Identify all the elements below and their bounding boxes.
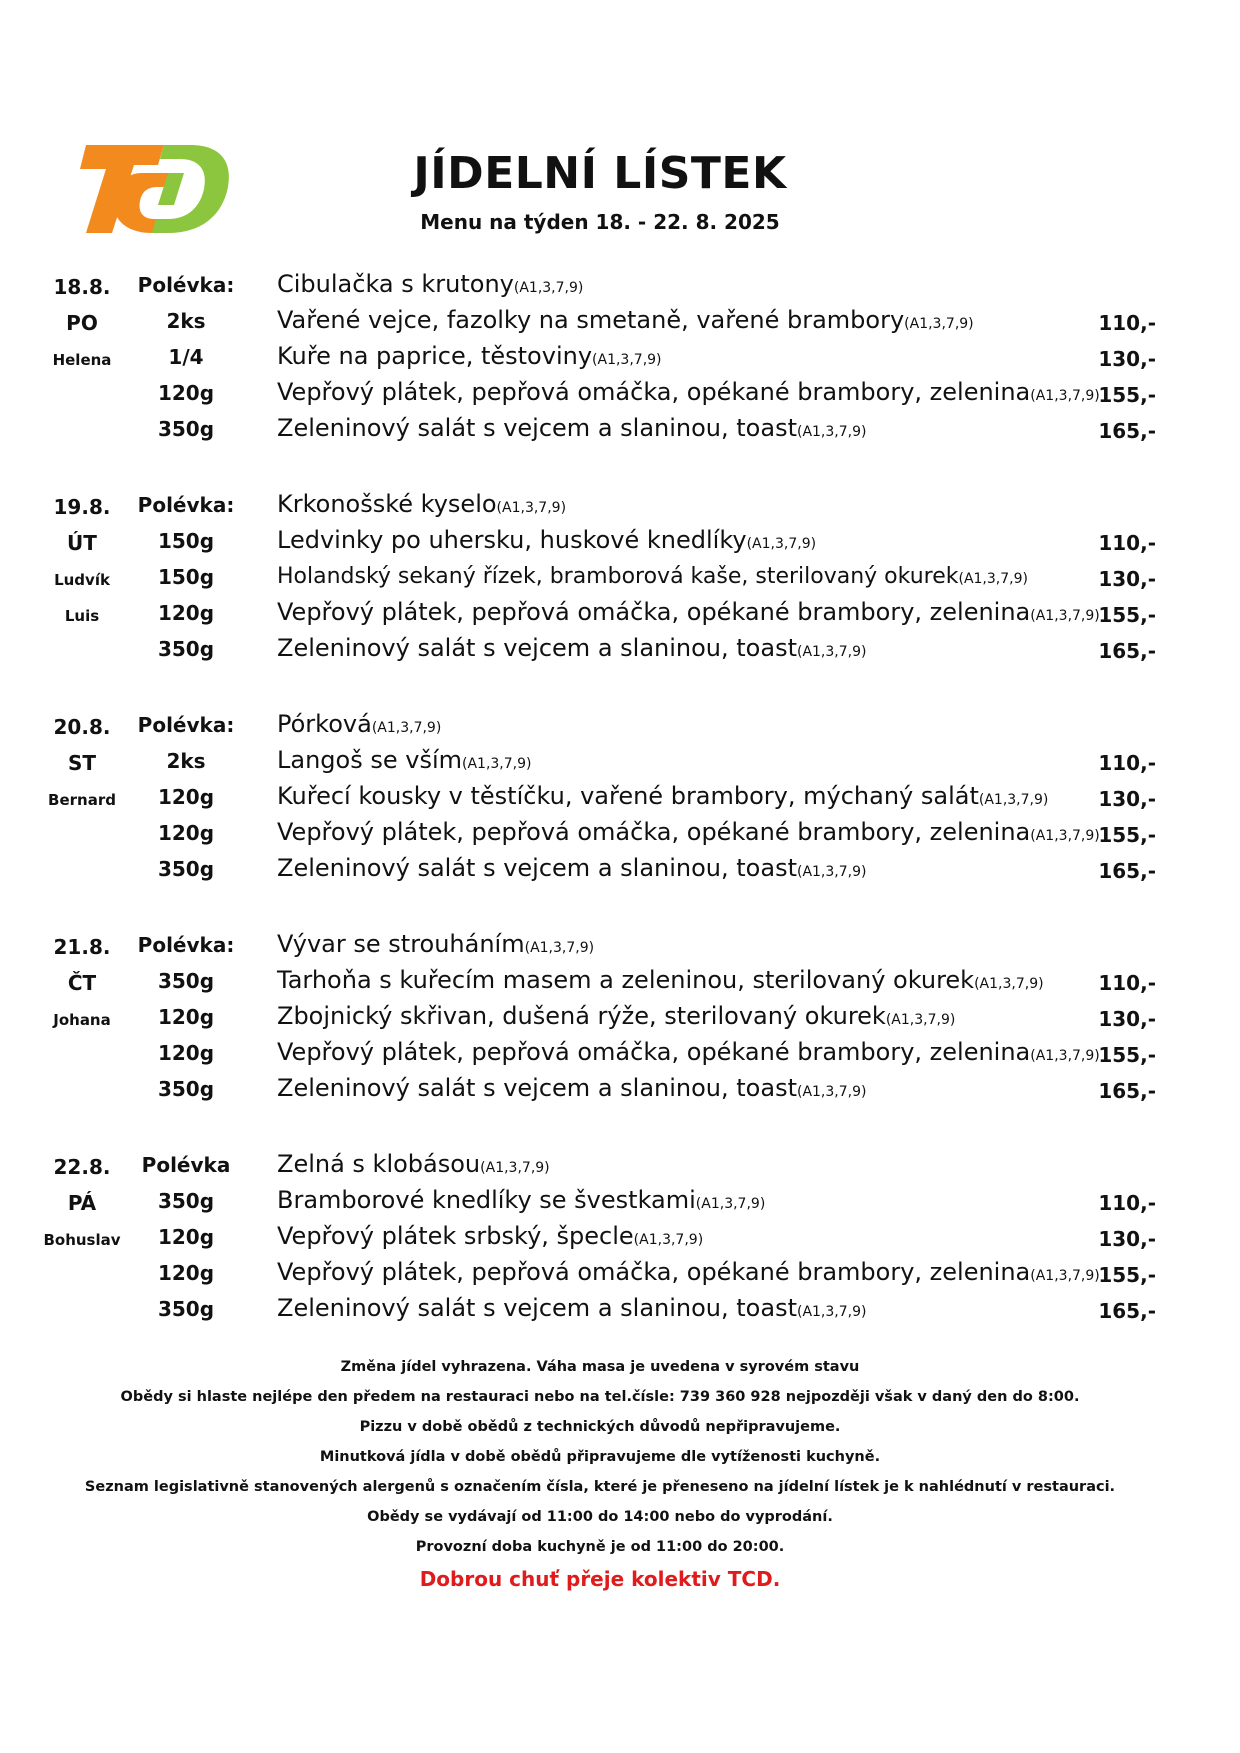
meal-price: 155,- xyxy=(1098,603,1156,627)
meal-name: Vepřový plátek, pepřová omáčka, opékané brambory, zelenina(A1,3,7,9) xyxy=(277,818,1100,846)
allergens: (A1,3,7,9) xyxy=(885,1012,956,1028)
meal-price: 130,- xyxy=(1098,1007,1156,1031)
meal-name: Vepřový plátek, pepřová omáčka, opékané brambory, zelenina(A1,3,7,9) xyxy=(277,378,1100,406)
footer-note: Seznam legislativně stanovených alergenů s označením čísla, které je přeneseno na jídelní lístek je k nahlédnutí v restauraci. xyxy=(84,1479,1116,1495)
footer-note: Obědy si hlaste nejlépe den předem na restauraci nebo na tel.čísle: 739 360 928 nejpozději však v daný den do 8:00. xyxy=(120,1389,1080,1405)
meal-name: Zeleninový salát s vejcem a slaninou, toast(A1,3,7,9) xyxy=(277,854,867,882)
meal-row xyxy=(0,1071,1240,1107)
allergens: (A1,3,7,9) xyxy=(462,756,532,772)
nameday: Bohuslav xyxy=(43,1231,121,1249)
meal-row xyxy=(0,1035,1240,1071)
soup-name: Vývar se strouháním(A1,3,7,9) xyxy=(277,930,595,958)
meal-price: 130,- xyxy=(1098,567,1156,591)
meal-name: Zeleninový salát s vejcem a slaninou, toast(A1,3,7,9) xyxy=(277,414,867,442)
meal-qty: 2ks xyxy=(166,309,206,333)
allergens: (A1,3,7,9) xyxy=(796,1304,867,1320)
day-weekday: ST xyxy=(67,751,97,775)
allergens: (A1,3,7,9) xyxy=(978,792,1049,808)
meal-qty: 1/4 xyxy=(168,345,204,369)
meal-qty: 120g xyxy=(157,381,215,405)
footer-notes xyxy=(0,1352,1200,1596)
meal-name: Langoš se vším(A1,3,7,9) xyxy=(277,746,532,774)
footer-note: Minutková jídla v době obědů připravujeme dle vytíženosti kuchyně. xyxy=(319,1449,881,1465)
meal-qty: 150g xyxy=(157,529,215,553)
meal-row xyxy=(0,779,1240,815)
meal-qty: 350g xyxy=(157,417,215,441)
allergens: (A1,3,7,9) xyxy=(796,864,867,880)
meal-qty: 350g xyxy=(157,1189,215,1213)
meal-price: 155,- xyxy=(1098,823,1156,847)
meal-row xyxy=(0,339,1240,375)
allergens: (A1,3,7,9) xyxy=(1030,608,1100,624)
meal-name: Vepřový plátek srbský, špecle(A1,3,7,9) xyxy=(277,1222,704,1250)
meal-price: 110,- xyxy=(1098,311,1156,335)
meal-name: Zeleninový salát s vejcem a slaninou, toast(A1,3,7,9) xyxy=(277,1074,867,1102)
soup-label: Polévka: xyxy=(137,273,235,297)
meal-name: Zeleninový salát s vejcem a slaninou, toast(A1,3,7,9) xyxy=(277,634,867,662)
meal-price: 165,- xyxy=(1098,639,1156,663)
footer-note: Změna jídel vyhrazena. Váha masa je uvedena v syrovém stavu xyxy=(340,1359,860,1375)
meal-qty: 350g xyxy=(157,969,215,993)
day-date: 20.8. xyxy=(53,715,111,739)
meal-price: 155,- xyxy=(1098,1043,1156,1067)
soup-name: Pórková(A1,3,7,9) xyxy=(277,710,442,738)
meal-qty: 120g xyxy=(157,1261,215,1285)
allergens: (A1,3,7,9) xyxy=(496,500,567,516)
meal-row xyxy=(0,595,1240,631)
meal-price: 155,- xyxy=(1098,383,1156,407)
soup-row xyxy=(0,487,1240,523)
meal-name: Zbojnický skřivan, dušená rýže, sterilovaný okurek(A1,3,7,9) xyxy=(277,1002,956,1030)
meal-qty: 120g xyxy=(157,1005,215,1029)
meal-price: 110,- xyxy=(1098,751,1156,775)
meal-price: 130,- xyxy=(1098,1227,1156,1251)
meal-qty: 120g xyxy=(157,821,215,845)
allergens: (A1,3,7,9) xyxy=(633,1232,704,1248)
nameday: Ludvík xyxy=(54,571,110,589)
meal-price: 165,- xyxy=(1098,859,1156,883)
meal-name: Vepřový plátek, pepřová omáčka, opékané brambory, zelenina(A1,3,7,9) xyxy=(277,1038,1100,1066)
meal-qty: 350g xyxy=(157,857,215,881)
allergens: (A1,3,7,9) xyxy=(974,976,1044,992)
footer-note: Provozní doba kuchyně je od 11:00 do 20:00. xyxy=(415,1539,785,1555)
week-subtitle: Menu na týden 18. - 22. 8. 2025 xyxy=(420,210,780,234)
meal-row xyxy=(0,559,1240,595)
soup-label: Polévka xyxy=(141,1153,231,1177)
meal-qty: 120g xyxy=(157,1225,215,1249)
allergens: (A1,3,7,9) xyxy=(371,720,442,736)
day-weekday: PO xyxy=(66,311,98,335)
soup-name: Krkonošské kyselo(A1,3,7,9) xyxy=(277,490,567,518)
day-date: 21.8. xyxy=(53,935,111,959)
nameday: Bernard xyxy=(48,791,116,809)
menu-days xyxy=(0,267,1240,1367)
soup-row xyxy=(0,927,1240,963)
meal-qty: 350g xyxy=(157,637,215,661)
meal-row xyxy=(0,1219,1240,1255)
day-date: 19.8. xyxy=(53,495,111,519)
meal-row xyxy=(0,743,1240,779)
soup-label: Polévka: xyxy=(137,933,235,957)
meal-price: 110,- xyxy=(1098,531,1156,555)
meal-qty: 350g xyxy=(157,1077,215,1101)
day-date: 22.8. xyxy=(53,1155,111,1179)
page-title: JÍDELNÍ LÍSTEK xyxy=(413,148,787,199)
footer-note: Pizzu v době obědů z technických důvodů nepřipravujeme. xyxy=(359,1419,841,1435)
meal-name: Vepřový plátek, pepřová omáčka, opékané brambory, zelenina(A1,3,7,9) xyxy=(277,598,1100,626)
day-date: 18.8. xyxy=(53,275,111,299)
meal-row xyxy=(0,375,1240,411)
day-block xyxy=(0,927,1240,1147)
soup-name: Cibulačka s krutony(A1,3,7,9) xyxy=(277,270,584,298)
meal-price: 130,- xyxy=(1098,787,1156,811)
day-block xyxy=(0,1147,1240,1367)
meal-row xyxy=(0,815,1240,851)
allergens: (A1,3,7,9) xyxy=(1030,1268,1100,1284)
meal-row xyxy=(0,303,1240,339)
soup-name: Zelná s klobásou(A1,3,7,9) xyxy=(277,1150,550,1178)
allergens: (A1,3,7,9) xyxy=(695,1196,766,1212)
soup-label: Polévka: xyxy=(137,713,235,737)
meal-name: Holandský sekaný řízek, bramborová kaše, sterilovaný okurek(A1,3,7,9) xyxy=(277,564,1028,589)
meal-qty: 120g xyxy=(157,1041,215,1065)
closing-greeting: Dobrou chuť přeje kolektiv TCD. xyxy=(419,1567,781,1591)
meal-name: Bramborové knedlíky se švestkami(A1,3,7,9) xyxy=(277,1186,766,1214)
meal-row xyxy=(0,963,1240,999)
soup-row xyxy=(0,267,1240,303)
meal-name: Ledvinky po uhersku, huskové knedlíky(A1,3,7,9) xyxy=(277,526,817,554)
allergens: (A1,3,7,9) xyxy=(796,644,867,660)
soup-row xyxy=(0,1147,1240,1183)
nameday: Johana xyxy=(53,1011,111,1029)
allergens: (A1,3,7,9) xyxy=(796,424,867,440)
meal-row xyxy=(0,523,1240,559)
allergens: (A1,3,7,9) xyxy=(1030,1048,1100,1064)
meal-price: 110,- xyxy=(1098,971,1156,995)
allergens: (A1,3,7,9) xyxy=(1030,388,1100,404)
allergens: (A1,3,7,9) xyxy=(1030,828,1100,844)
meal-name: Kuřecí kousky v těstíčku, vařené brambory, mýchaný salát(A1,3,7,9) xyxy=(277,782,1049,810)
meal-price: 155,- xyxy=(1098,1263,1156,1287)
allergens: (A1,3,7,9) xyxy=(513,280,584,296)
nameday: Luis xyxy=(64,607,100,625)
allergens: (A1,3,7,9) xyxy=(904,316,974,332)
meal-price: 130,- xyxy=(1098,347,1156,371)
meal-price: 165,- xyxy=(1098,1079,1156,1103)
meal-row xyxy=(0,631,1240,667)
day-block xyxy=(0,267,1240,487)
meal-name: Kuře na paprice, těstoviny(A1,3,7,9) xyxy=(277,342,662,370)
meal-name: Tarhoňa s kuřecím masem a zeleninou, sterilovaný okurek(A1,3,7,9) xyxy=(277,966,1044,994)
meal-qty: 350g xyxy=(157,1297,215,1321)
meal-qty: 2ks xyxy=(166,749,206,773)
meal-qty: 120g xyxy=(157,601,215,625)
meal-row xyxy=(0,1291,1240,1327)
day-block xyxy=(0,487,1240,707)
meal-price: 165,- xyxy=(1098,1299,1156,1323)
allergens: (A1,3,7,9) xyxy=(524,940,595,956)
meal-row xyxy=(0,999,1240,1035)
allergens: (A1,3,7,9) xyxy=(480,1160,550,1176)
nameday: Helena xyxy=(52,351,112,369)
meal-price: 110,- xyxy=(1098,1191,1156,1215)
day-weekday: PÁ xyxy=(67,1191,97,1215)
meal-row xyxy=(0,1255,1240,1291)
soup-row xyxy=(0,707,1240,743)
allergens: (A1,3,7,9) xyxy=(746,536,817,552)
footer-note: Obědy se vydávají od 11:00 do 14:00 nebo do vyprodání. xyxy=(367,1509,833,1525)
meal-qty: 120g xyxy=(157,785,215,809)
day-weekday: ČT xyxy=(67,971,97,995)
meal-name: Vepřový plátek, pepřová omáčka, opékané brambory, zelenina(A1,3,7,9) xyxy=(277,1258,1100,1286)
meal-row xyxy=(0,1183,1240,1219)
day-weekday: ÚT xyxy=(67,531,97,555)
meal-row xyxy=(0,411,1240,447)
soup-label: Polévka: xyxy=(137,493,235,517)
meal-qty: 150g xyxy=(157,565,215,589)
meal-name: Zeleninový salát s vejcem a slaninou, toast(A1,3,7,9) xyxy=(277,1294,867,1322)
day-block xyxy=(0,707,1240,927)
allergens: (A1,3,7,9) xyxy=(592,352,662,368)
meal-name: Vařené vejce, fazolky na smetaně, vařené brambory(A1,3,7,9) xyxy=(277,306,974,334)
meal-price: 165,- xyxy=(1098,419,1156,443)
allergens: (A1,3,7,9) xyxy=(958,571,1028,587)
meal-row xyxy=(0,851,1240,887)
allergens: (A1,3,7,9) xyxy=(796,1084,867,1100)
